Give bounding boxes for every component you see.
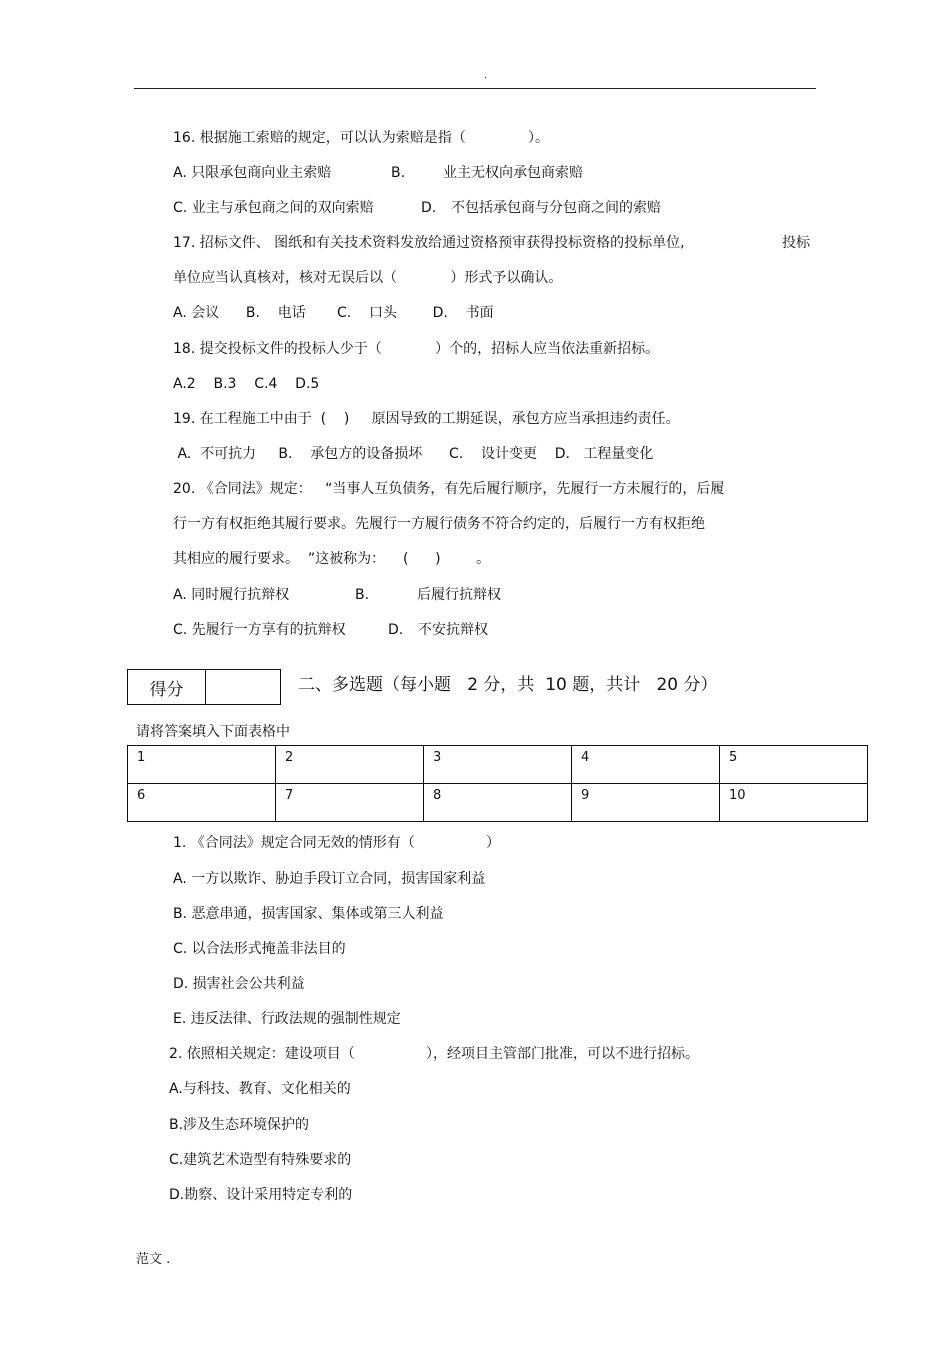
multi-question-2-option-a: A.与科技、教育、文化相关的 [169, 1081, 351, 1097]
multi-question-1-option-e: E. 违反法律、行政法规的强制性规定 [173, 1011, 401, 1027]
answer-cell[interactable]: 4 [572, 746, 720, 784]
question-19: 19. 在工程施工中由于 ( ) 原因导致的工期延误，承包方应当承担违约责任。 [173, 411, 680, 427]
question-20-option-b: 后履行抗辩权 [417, 587, 501, 603]
question-20-option-c: C. 先履行一方享有的抗辩权 [173, 622, 346, 638]
multi-question-1-option-d: D. 损害社会公共利益 [173, 976, 305, 992]
header-rule [134, 88, 816, 89]
question-16-option-d-letter: D. [421, 200, 437, 216]
question-20-option-d: 不安抗辩权 [418, 622, 488, 638]
question-17-line-2: 单位应当认真核对，核对无误后以（ ）形式予以确认。 [173, 270, 563, 286]
question-16-option-b-letter: B. [391, 165, 406, 181]
score-label: 得分 [128, 670, 206, 704]
question-18: 18. 提交投标文件的投标人少于（ ）个的，招标人应当依法重新招标。 [173, 341, 660, 357]
answer-cell[interactable]: 10 [720, 784, 868, 822]
question-20-line-2: 行一方有权拒绝其履行要求。先履行一方履行债务不符合约定的，后履行一方有权拒绝 [173, 516, 705, 532]
question-17-line-1-end: 投标 [782, 235, 810, 251]
answer-instruction: 请将答案填入下面表格中 [136, 724, 290, 740]
question-20-option-b-letter: B. [355, 587, 370, 603]
table-row [128, 784, 868, 822]
multi-question-1-option-c: C. 以合法形式掩盖非法目的 [173, 941, 346, 957]
answer-cell[interactable]: 1 [128, 746, 276, 784]
multi-question-2-option-d: D.勘察、设计采用特定专利的 [169, 1187, 353, 1203]
multi-question-1-option-b: B. 恶意串通，损害国家、集体或第三人利益 [173, 906, 444, 922]
question-17-line-1: 17. 招标文件、 图纸和有关技术资料发放给通过资格预审获得投标资格的投标单位, [173, 235, 685, 251]
question-20-line-3: 其相应的履行要求。 ”这被称为： ( ) 。 [173, 551, 491, 567]
answer-cell[interactable]: 5 [720, 746, 868, 784]
question-18-options: A.2 B.3 C.4 D.5 [173, 376, 320, 392]
answer-cell[interactable]: 7 [276, 784, 424, 822]
table-row [128, 746, 868, 784]
answer-cell[interactable]: 8 [424, 784, 572, 822]
multi-question-1: 1. 《合同法》规定合同无效的情形有（ ） [173, 835, 501, 851]
multi-question-2: 2. 依照相关规定：建设项目（ ），经项目主管部门批准，可以不进行招标。 [169, 1046, 700, 1062]
question-16-option-a: A. 只限承包商向业主索赔 [173, 165, 332, 181]
answer-cell[interactable]: 6 [128, 784, 276, 822]
answer-table [127, 745, 868, 822]
answer-cell[interactable]: 3 [424, 746, 572, 784]
answer-cell[interactable]: 9 [572, 784, 720, 822]
question-16-option-d: 不包括承包商与分包商之间的索赔 [451, 200, 661, 216]
question-20-option-a: A. 同时履行抗辩权 [173, 587, 290, 603]
question-16: 16. 根据施工索赔的规定，可以认为索赔是指（ ）。 [173, 130, 550, 146]
multi-question-1-option-a: A. 一方以欺诈、胁迫手段订立合同，损害国家利益 [173, 871, 486, 887]
header-dot: . [484, 70, 488, 81]
score-field[interactable] [206, 670, 280, 704]
footer-text: 范文 . [136, 1252, 171, 1267]
question-20-line-1: 20. 《合同法》规定： “当事人互负债务，有先后履行顺序，先履行一方未履行的，后履 [173, 481, 725, 497]
section-2-title: 二、多选题（每小题 2 分，共 10 题，共计 20 分） [298, 675, 718, 695]
question-17-options: A. 会议 B. 电话 C. 口头 D. 书面 [173, 305, 494, 321]
question-20-option-d-letter: D. [388, 622, 404, 638]
question-16-option-c: C. 业主与承包商之间的双向索赔 [173, 200, 374, 216]
answer-cell[interactable]: 2 [276, 746, 424, 784]
score-box [127, 669, 281, 705]
multi-question-2-option-b: B.涉及生态环境保护的 [169, 1117, 310, 1133]
question-19-options: A. 不可抗力 B. 承包方的设备损坏 C. 设计变更 D. 工程量变化 [173, 446, 654, 462]
question-16-option-b: 业主无权向承包商索赔 [443, 165, 583, 181]
multi-question-2-option-c: C.建筑艺术造型有特殊要求的 [169, 1152, 352, 1168]
